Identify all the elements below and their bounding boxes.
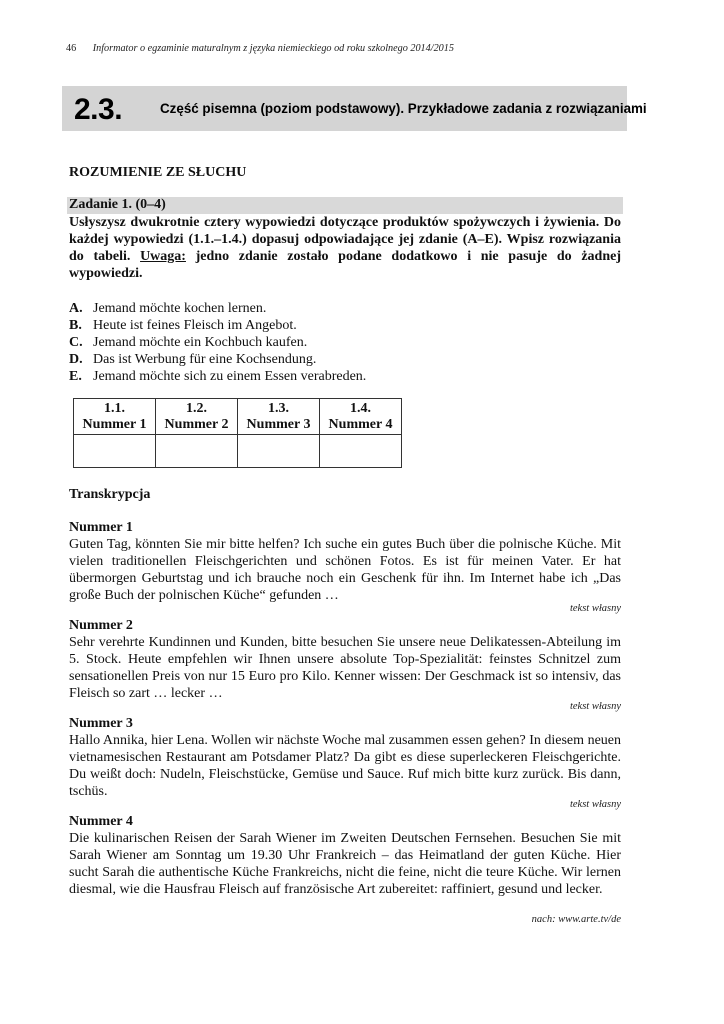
task-title: Zadanie 1. (0–4) xyxy=(69,197,166,212)
option-item xyxy=(69,351,609,368)
answer-column-header xyxy=(156,399,238,435)
answer-cell-1-1[interactable] xyxy=(74,435,156,468)
option-item xyxy=(69,317,609,334)
transcript-source: tekst własny xyxy=(569,603,621,614)
transcript-item-text: Sehr verehrte Kundinnen und Kunden, bitte besuchen Sie unsere neue Delikatessen-Abteilung im 5. Stock. Heute empfehlen wir Ihnen unsere absolute Top-Spezialität: feinstes Schnitzel zum sensationellen Preis von nur 15 Euro pro Kilo. Kenner wissen: Der Geschmack ist so intensiv, das Fleisch so zart … lecker … xyxy=(69,635,621,701)
running-title: Informator o egzaminie maturalnym z języka niemieckiego od roku szkolnego 2014/2015 xyxy=(92,43,454,54)
column-number: 1.2. xyxy=(186,400,207,416)
transcript-item xyxy=(69,813,621,898)
transcript-item xyxy=(69,617,621,702)
section-title: Część pisemna (poziom podstawowy). Przykładowe zadania z rozwiązaniami xyxy=(160,101,647,116)
answer-table xyxy=(73,398,402,468)
option-item xyxy=(69,334,609,351)
transcript-item xyxy=(69,715,621,800)
section-number: 2.3. xyxy=(74,93,123,126)
transcript-item-title: Nummer 2 xyxy=(69,618,133,633)
option-list xyxy=(69,300,609,385)
main-heading: ROZUMIENIE ZE SŁUCHU xyxy=(69,165,247,180)
option-text: Das ist Werbung für eine Kochsendung. xyxy=(93,352,317,367)
column-label: Nummer 1 xyxy=(82,416,147,432)
column-label: Nummer 2 xyxy=(164,416,229,432)
column-label: Nummer 3 xyxy=(246,416,311,432)
answer-cell-1-3[interactable] xyxy=(238,435,320,468)
transcript-source: tekst własny xyxy=(569,799,621,810)
option-letter: D. xyxy=(69,352,83,367)
option-text: Jemand möchte kochen lernen. xyxy=(93,301,267,316)
column-number: 1.4. xyxy=(350,400,371,416)
page-number: 46 xyxy=(66,43,77,54)
option-letter: E. xyxy=(69,369,82,384)
option-item xyxy=(69,368,609,385)
transcript-item-title: Nummer 4 xyxy=(69,814,133,829)
column-number: 1.1. xyxy=(104,400,125,416)
transcript-source: nach: www.arte.tv/de xyxy=(531,914,621,925)
instruction-part1: Usłyszysz dwukrotnie cztery wypowiedzi dotyczące produktów spożywczych i żywienia. Do każdej wypowiedzi (1.1.–1.4.) dopasuj odpowiadające jej zdanie (A–E). Wpisz rozwiązania do tabeli. xyxy=(69,215,621,264)
option-letter: B. xyxy=(69,318,82,333)
option-text: Heute ist feines Fleisch im Angebot. xyxy=(93,318,297,333)
transcript-item-title: Nummer 1 xyxy=(69,520,133,535)
option-text: Jemand möchte ein Kochbuch kaufen. xyxy=(93,335,308,350)
answer-table-input-row xyxy=(74,435,402,468)
transcript-item-text: Guten Tag, könnten Sie mir bitte helfen? Ich suche ein gutes Buch über die polnische Küche. Mit vielen traditionellen Fleischgerichten und schönen Fotos. Es ist für meinen Vater. Er hat übermorgen Geburtstag und ich brauche noch ein Geschenk für ihn. Im Internet habe ich „Das große Buch der polnischen Küche“ gefunden … xyxy=(69,537,621,603)
option-letter: C. xyxy=(69,335,83,350)
option-text: Jemand möchte sich zu einem Essen verabreden. xyxy=(93,369,367,384)
answer-cell-1-4[interactable] xyxy=(320,435,402,468)
transcript-source: tekst własny xyxy=(569,701,621,712)
column-number: 1.3. xyxy=(268,400,289,416)
column-label: Nummer 4 xyxy=(328,416,393,432)
answer-cell-1-2[interactable] xyxy=(156,435,238,468)
option-item xyxy=(69,300,609,317)
transcript-item-title: Nummer 3 xyxy=(69,716,133,731)
transcript-heading: Transkrypcja xyxy=(69,487,151,502)
transcript-item-text: Hallo Annika, hier Lena. Wollen wir nächste Woche mal zusammen essen gehen? In diesem neuen vietnamesischen Restaurant am Potsdamer Platz? Da gibt es diese superleckeren Fleischgerichte. Du weißt doch: Nudeln, Fleischstücke, Gemüse und Sauce. Ruf mich bitte kurz zurück. Bis dann, tschüs. xyxy=(69,733,621,799)
task-instruction xyxy=(69,214,621,282)
section-banner xyxy=(62,86,647,131)
answer-table-header-row xyxy=(74,399,402,435)
transcript-item-text: Die kulinarischen Reisen der Sarah Wiener im Zweiten Deutschen Fernsehen. Besuchen Sie mit Sarah Wiener am Sonntag um 19.30 Uhr Frankreich – das Heimatland der guten Küche. Hier sucht Sarah die authentische Küche Frankreichs, nicht die feine, nicht die teure Küche. Wir lernen diesmal, wie die Hausfrau Fleisch auf französische Art zubereitet: raffiniert, gesund und lecker. xyxy=(69,831,621,897)
option-letter: A. xyxy=(69,301,83,316)
instruction-part2: jedno zdanie zostało podane dodatkowo i nie pasuje do żadnej wypowiedzi. xyxy=(69,249,621,281)
answer-column-header xyxy=(320,399,402,435)
running-header xyxy=(66,43,454,54)
answer-column-header xyxy=(238,399,320,435)
transcript-item xyxy=(69,519,621,604)
instruction-note-label: Uwaga: xyxy=(140,249,186,264)
answer-column-header xyxy=(74,399,156,435)
